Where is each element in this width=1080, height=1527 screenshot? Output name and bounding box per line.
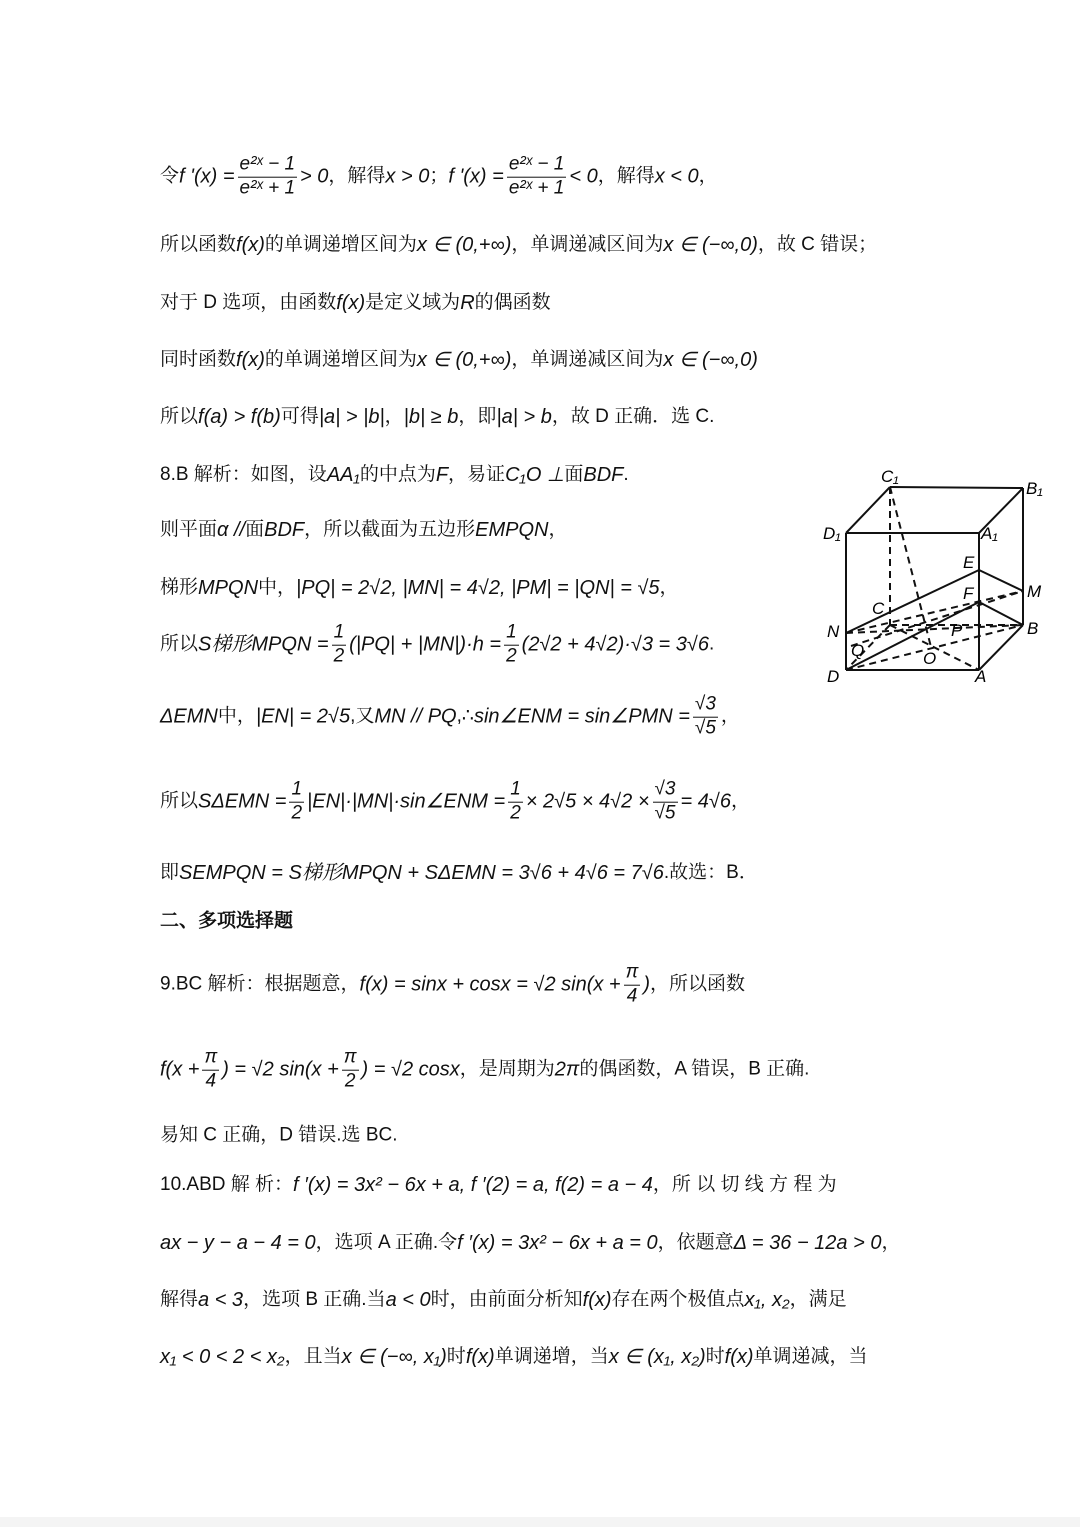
math-expression: x + — [311, 1059, 339, 1081]
math-expression: f(a) > f(b) — [198, 406, 281, 428]
text-run: 10.ABD 解 析： — [160, 1173, 294, 1195]
vertex-label: Q — [851, 641, 865, 660]
text-run: ， — [730, 790, 750, 812]
math-expression: MPQN — [198, 577, 259, 599]
math-expression: f(x) — [724, 1346, 754, 1368]
text-run: 的单调递增区间为 — [264, 233, 417, 255]
text-run: 令 — [160, 165, 180, 187]
text-run: ，选项 B 正确.当 — [243, 1288, 386, 1310]
text-run: 二、多项选择题 — [160, 910, 294, 932]
page-bottom-edge — [0, 1517, 1080, 1527]
text-run: 则平面 — [160, 518, 218, 540]
vertex-label: B₁ — [1026, 479, 1043, 498]
math-expression: ax − y − a − 4 = 0 — [160, 1232, 316, 1254]
math-expression: |b| ≥ b — [403, 406, 459, 428]
denominator: e²ˣ + 1 — [239, 177, 296, 199]
math-expression: ΔEMN — [160, 706, 218, 728]
math-expression: f(x) — [236, 349, 265, 371]
vertex-label: D — [827, 667, 840, 686]
math-expression: |a| > b — [496, 406, 552, 428]
vertex-label: M — [1027, 582, 1042, 601]
math-expression: x ∈ (x₁, x₂) — [608, 1346, 706, 1368]
denominator: √5 — [654, 802, 676, 824]
math-expression: x ∈ (−∞,0) — [663, 349, 758, 371]
text-run: 单调递减，当 — [753, 1345, 868, 1367]
math-expression: × 2√5 × 4√2 × — [525, 791, 650, 813]
text-run: 面 — [245, 518, 265, 540]
vertex-label: N — [827, 622, 840, 641]
math-expression: sin∠ENM = sin∠PMN = — [473, 706, 690, 728]
text-run: 梯形 — [160, 576, 199, 598]
text-run: ， — [384, 405, 404, 427]
math-expression: x₁ < 0 < 2 < x₂ — [160, 1346, 285, 1368]
text-run: . — [709, 633, 715, 655]
text-run: 时 — [705, 1345, 725, 1367]
text-run: 8.B 解析：如图，设 — [160, 463, 327, 485]
math-expression: x + — [593, 974, 621, 996]
math-expression: S梯形MPQN = — [198, 634, 329, 656]
denominator: 2 — [506, 645, 517, 667]
vertex-label: F — [963, 584, 974, 603]
math-expression: = 4√6 — [680, 791, 731, 813]
vertex-label: C — [872, 599, 885, 618]
math-expression: f(x) — [336, 292, 366, 314]
text-run: 9.BC 解析：根据题意， — [160, 973, 360, 995]
text-run: ,∴ — [456, 705, 474, 727]
denominator: 2 — [291, 802, 303, 824]
math-expression: ( — [586, 974, 594, 996]
numerator: √3 — [653, 779, 678, 803]
text-run: ，易证 — [448, 463, 506, 485]
text-run: 所以 — [160, 633, 199, 655]
math-expression: |EN| = 2√5 — [255, 706, 351, 728]
math-expression: MN // PQ — [374, 706, 457, 728]
denominator: 4 — [205, 1070, 217, 1092]
text-run: 的中点为 — [359, 463, 436, 485]
text-run: . — [623, 463, 629, 485]
edge-C1-D1 — [846, 487, 890, 533]
math-expression: x ∈ (−∞,0) — [663, 234, 758, 256]
math-expression: f(x) — [236, 234, 265, 256]
text-run: ，所以函数 — [650, 973, 746, 995]
text-run: ，即 — [458, 405, 497, 427]
math-expression: C₁O ⊥ — [505, 464, 565, 486]
denominator: 2 — [510, 802, 521, 824]
math-expression: x + — [172, 1059, 200, 1081]
math-expression: |PQ| = 2√2, |MN| = 4√2, |PM| = |QN| = √5 — [296, 577, 660, 599]
math-expression: |a| > |b| — [318, 406, 385, 428]
vertex-label: P — [951, 621, 963, 640]
text-run: 单调递增，当 — [494, 1345, 609, 1367]
math-expression: f '(x) = — [179, 166, 235, 188]
numerator: 1 — [289, 779, 304, 803]
text-run: ,又 — [350, 705, 375, 727]
denominator: 2 — [344, 1070, 356, 1092]
text-run: 时 — [446, 1345, 466, 1367]
text-run: 存在两个极值点 — [611, 1288, 745, 1310]
math-expression: ) = √2 sin( — [222, 1059, 312, 1081]
math-expression: f ′(x) = 3x² − 6x + a = 0 — [457, 1232, 658, 1254]
math-expression: x ∈ (−∞, x₁) — [341, 1346, 447, 1368]
math-expression: SΔEMN = — [198, 791, 287, 813]
text-run: 是定义域为 — [365, 291, 461, 313]
math-expression: Δ = 36 − 12a > 0 — [733, 1232, 882, 1254]
text-run: ，且当 — [284, 1345, 342, 1367]
math-expression: x < 0 — [654, 166, 699, 188]
math-expression: |EN|·|MN|·sin∠ENM = — [307, 791, 506, 813]
math-expression: (2√2 + 4√2)·√3 = 3√6 — [521, 634, 710, 656]
text-run: ，是周期为 — [459, 1058, 555, 1080]
text-run: ， — [548, 518, 568, 540]
numerator: e²ˣ − 1 — [507, 154, 567, 178]
edge-A-B — [979, 625, 1023, 670]
math-expression: x ∈ (0,+∞) — [416, 234, 512, 256]
text-run: 面 — [564, 463, 584, 485]
text-run: 的偶函数 — [474, 291, 551, 313]
vertex-label: C₁ — [881, 467, 899, 486]
math-expression: SEMPQN = S梯形MPQN + SΔEMN = 3√6 + 4√6 = 7√6 — [179, 862, 664, 884]
numerator: 1 — [504, 622, 519, 646]
edge-F-B — [979, 602, 1023, 625]
denominator: e²ˣ + 1 — [508, 177, 565, 199]
vertex-label: E — [963, 553, 975, 572]
text-run: 对于 D 选项，由函数 — [160, 291, 337, 313]
text-run: 中， — [258, 576, 297, 598]
numerator: π — [342, 1047, 359, 1071]
math-expression: < 0 — [569, 166, 598, 188]
text-run: ，单调递减区间为 — [511, 233, 664, 255]
text-run: 的偶函数，A 错误，B 正确. — [579, 1058, 810, 1080]
math-expression: x > 0 — [385, 166, 430, 188]
vertex-label: A₁ — [981, 524, 998, 543]
numerator: √3 — [693, 694, 718, 718]
math-expression: > 0 — [300, 166, 329, 188]
text-run: 所以 — [160, 790, 199, 812]
math-expression: f ′(x) = 3x² − 6x + a, f ′(2) = a, f(2) = a − 4 — [293, 1174, 653, 1196]
math-expression: f(x) = sinx + cosx = √2 sin — [359, 974, 587, 996]
text-run: 时，由前面分析知 — [430, 1288, 583, 1310]
text-run: ，故 C 错误； — [757, 233, 878, 255]
vertex-label: O — [923, 649, 937, 668]
numerator: 1 — [332, 622, 347, 646]
math-expression: BDF — [264, 519, 305, 541]
text-run: .故选：B． — [663, 861, 758, 883]
text-run: ， — [659, 576, 679, 598]
edge-E-M — [979, 570, 1023, 591]
math-expression: x₁, x₂ — [744, 1289, 790, 1311]
text-run: 中， — [217, 705, 256, 727]
math-expression: R — [460, 292, 475, 314]
text-run: ，所 以 切 线 方 程 为 — [652, 1173, 837, 1195]
vertex-label: B — [1027, 619, 1039, 638]
text-run: ，选项 A 正确.令 — [315, 1231, 458, 1253]
math-expression: AA₁ — [326, 464, 360, 486]
vertex-label: A — [975, 667, 987, 686]
math-expression: EMPQN — [475, 519, 549, 541]
math-expression: BDF — [583, 464, 624, 486]
text-run: ， — [720, 705, 740, 727]
text-run: 所以函数 — [160, 233, 237, 255]
math-expression: f( — [160, 1059, 173, 1081]
text-run: ，解得 — [328, 165, 386, 187]
text-run: 可得 — [280, 405, 319, 427]
text-run: 所以 — [160, 405, 199, 427]
text-run: ，所以截面为五边形 — [304, 518, 476, 540]
text-run: ，解得 — [597, 165, 655, 187]
math-expression: (|PQ| + |MN|)·h = — [349, 634, 502, 656]
numerator: π — [202, 1047, 219, 1071]
edge-C1-B1 — [890, 487, 1023, 488]
math-expression: f '(x) = — [448, 166, 504, 188]
math-expression: a < 0 — [385, 1289, 431, 1311]
text-run: ，单调递减区间为 — [511, 348, 664, 370]
math-expression: α // — [217, 519, 246, 541]
text-run: ， — [698, 165, 718, 187]
math-expression: a < 3 — [198, 1289, 244, 1311]
text-run: ，满足 — [789, 1288, 847, 1310]
text-run: ， — [881, 1231, 901, 1253]
denominator: √5 — [694, 717, 716, 739]
math-expression: f(x) — [465, 1346, 495, 1368]
text-run: 的单调递增区间为 — [264, 348, 417, 370]
math-expression: f(x) — [582, 1289, 612, 1311]
numerator: 1 — [508, 779, 523, 803]
numerator: e²ˣ − 1 — [238, 154, 298, 178]
denominator: 2 — [333, 645, 345, 667]
math-expression: ) = √2 cosx — [361, 1059, 460, 1081]
text-run: ，依题意 — [657, 1231, 734, 1253]
text-run: 同时函数 — [160, 348, 237, 370]
vertex-label: D₁ — [823, 524, 841, 543]
denominator: 4 — [626, 985, 638, 1007]
math-expression: ) — [643, 974, 651, 996]
text-run: 解得 — [160, 1288, 199, 1310]
text-run: ； — [429, 165, 449, 187]
math-expression: 2π — [554, 1059, 580, 1081]
math-expression: F — [435, 464, 449, 486]
math-expression: x ∈ (0,+∞) — [416, 349, 512, 371]
text-run: 即 — [160, 861, 180, 883]
numerator: π — [624, 962, 641, 986]
text-run: ，故 D 正确．选 C. — [551, 405, 715, 427]
text-run: 易知 C 正确，D 错误.选 BC. — [160, 1124, 398, 1146]
